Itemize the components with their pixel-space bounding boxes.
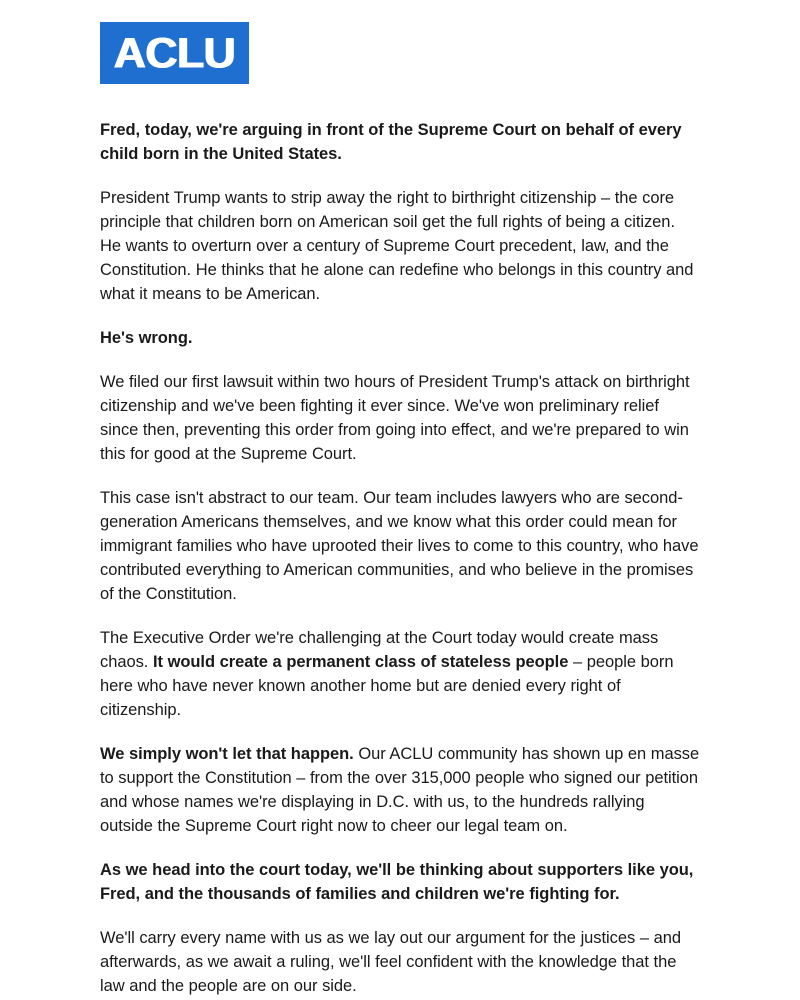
paragraph-hes-wrong: He's wrong. bbox=[100, 329, 193, 347]
paragraph-executive-order bbox=[100, 626, 700, 722]
wont-let-happen-emphasis: We simply won't let that happen. bbox=[100, 745, 354, 763]
paragraph-carry-every-name: We'll carry every name with us as we lay out our argument for the justices – and afterwards, as we await a ruling, we'll feel confident with the knowledge that the law and the people are on our side. bbox=[100, 929, 681, 995]
lead-paragraph: Fred, today, we're arguing in front of the Supreme Court on behalf of every child born in the United States. bbox=[100, 121, 682, 163]
aclu-logo[interactable] bbox=[100, 22, 249, 84]
paragraph-trump-birthright: President Trump wants to strip away the right to birthright citizenship – the core principle that children born on American soil get the full rights of being a citizen. He wants to overturn over a century of Supreme Court precedent, law, and the Constitution. He thinks that he alone can redefine who belongs in this country and what it means to be American. bbox=[100, 189, 694, 303]
paragraph-first-lawsuit: We filed our first lawsuit within two hours of President Trump's attack on birthright citizenship and we've been fighting it ever since. We've won preliminary relief since then, preventing this order from going into effect, and we're prepared to win this for good at the Supreme Court. bbox=[100, 373, 690, 463]
paragraph-not-abstract: This case isn't abstract to our team. Our team includes lawyers who are second-generation Americans themselves, and we know what this order could mean for immigrant families who have uprooted their lives to come to this country, who have contributed everything to American communities, and who believe in the promises of the Constitution. bbox=[100, 489, 699, 603]
email-header bbox=[0, 0, 800, 84]
executive-order-text-part-two: – people born here who have never known another home but are denied every right of citizenship. bbox=[100, 653, 674, 719]
aclu-logo-wordmark: ACLU bbox=[113, 28, 236, 77]
paragraph-wont-let-happen bbox=[100, 742, 700, 838]
email-content bbox=[0, 118, 800, 998]
wont-let-happen-rest: Our ACLU community has shown up en masse to support the Constitution – from the over 315,000 people who signed our petition and whose names we're displaying in D.C. with us, to the hundreds rallying outside the Supreme Court right now to cheer our legal team on. bbox=[100, 745, 700, 835]
executive-order-emphasis: It would create a permanent class of stateless people bbox=[152, 653, 569, 671]
executive-order-text-part-one: The Executive Order we're challenging at the Court today would create mass chaos. bbox=[100, 629, 659, 671]
paragraph-thinking-of-supporters: As we head into the court today, we'll be thinking about supporters like you, Fred, and the thousands of families and children we're fighting for. bbox=[100, 861, 694, 903]
